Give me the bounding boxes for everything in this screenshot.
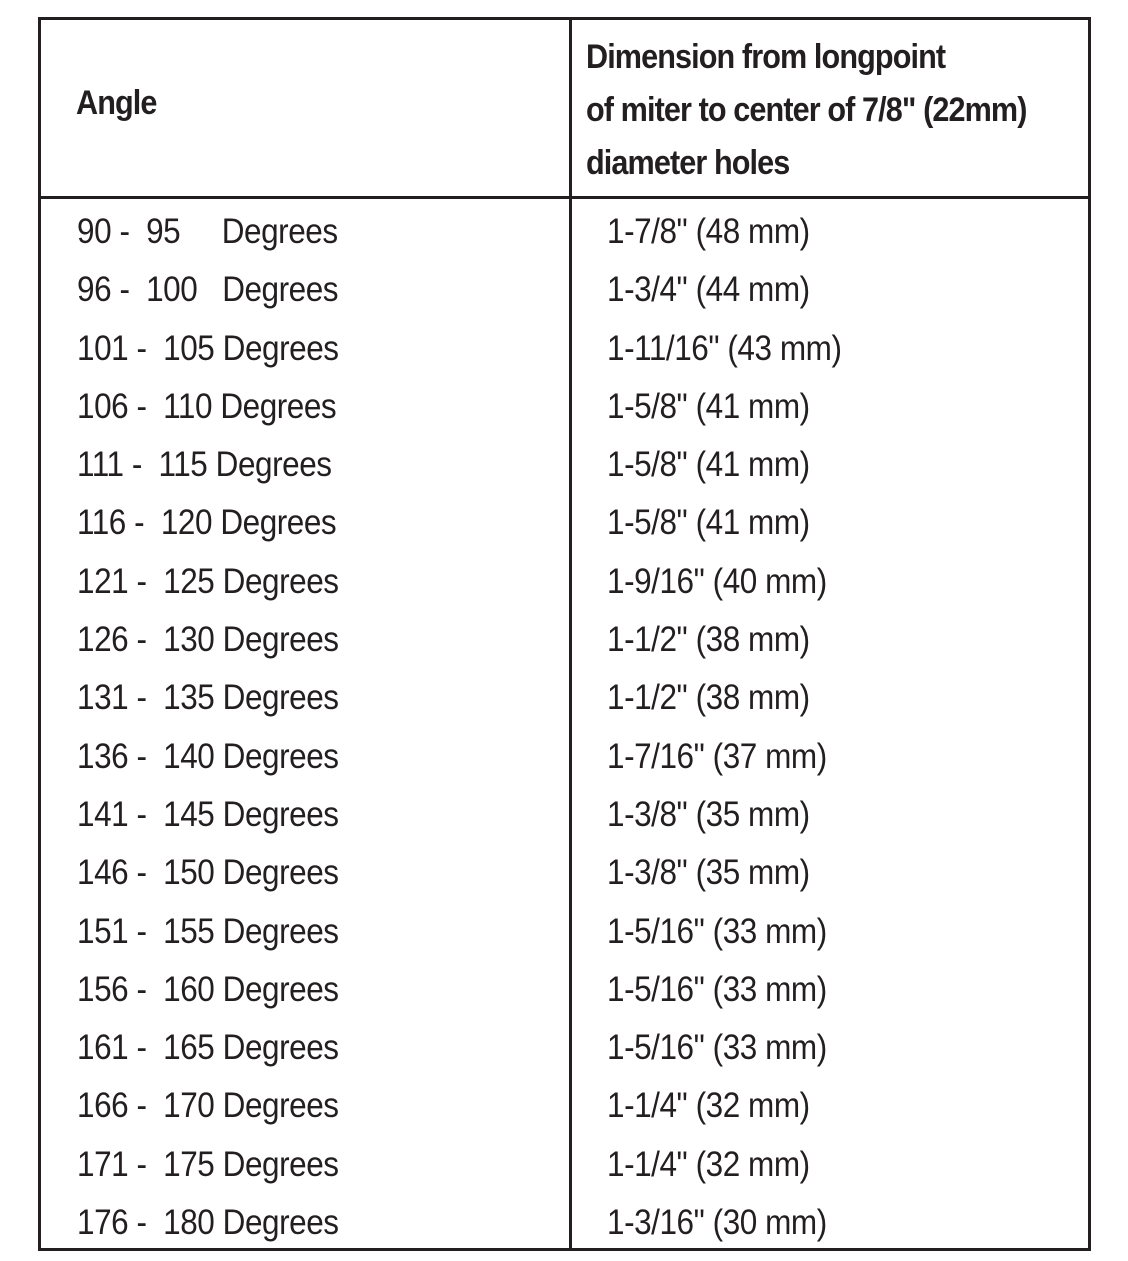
dimension-cell: 1-3/16" (30 mm) xyxy=(607,1203,827,1243)
dimension-cell: 1-5/16" (33 mm) xyxy=(607,969,827,1009)
angle-cell: 161 - 165 Degrees xyxy=(77,1028,339,1068)
table-row xyxy=(41,903,1088,961)
angle-cell: 116 - 120 Degrees xyxy=(77,503,337,543)
table-row xyxy=(41,494,1088,552)
table-row xyxy=(41,261,1088,319)
header-angle: Angle xyxy=(76,84,157,122)
angle-cell: 151 - 155 Degrees xyxy=(77,911,339,951)
table-row xyxy=(41,669,1088,727)
table-row xyxy=(41,844,1088,902)
angle-cell: 176 - 180 Degrees xyxy=(77,1203,339,1243)
table-row xyxy=(41,378,1088,436)
table-row xyxy=(41,553,1088,611)
angle-cell: 141 - 145 Degrees xyxy=(77,794,339,834)
table-body xyxy=(41,203,1088,1252)
header-divider xyxy=(41,196,1088,199)
dimension-cell: 1-5/8" (41 mm) xyxy=(607,386,810,426)
table-row xyxy=(41,1194,1088,1252)
header-dimension-line: diameter holes xyxy=(586,144,790,182)
dimension-cell: 1-1/2" (38 mm) xyxy=(607,620,810,660)
angle-cell: 106 - 110 Degrees xyxy=(77,386,337,426)
table-row xyxy=(41,728,1088,786)
angle-cell: 126 - 130 Degrees xyxy=(77,620,339,660)
angle-cell: 101 - 105 Degrees xyxy=(77,328,339,368)
table-row xyxy=(41,1077,1088,1135)
dimension-cell: 1-9/16" (40 mm) xyxy=(607,561,827,601)
angle-cell: 131 - 135 Degrees xyxy=(77,678,339,718)
table-row xyxy=(41,203,1088,261)
dimension-cell: 1-11/16" (43 mm) xyxy=(607,328,842,368)
dimension-cell: 1-3/8" (35 mm) xyxy=(607,794,810,834)
header-dimension-line: Dimension from longpoint xyxy=(586,38,946,76)
table-row xyxy=(41,320,1088,378)
header-dimension xyxy=(586,31,1027,190)
angle-cell: 121 - 125 Degrees xyxy=(77,561,339,601)
angle-cell: 136 - 140 Degrees xyxy=(77,736,339,776)
dimension-cell: 1-7/8" (48 mm) xyxy=(607,212,810,251)
table-row xyxy=(41,611,1088,669)
table-row xyxy=(41,961,1088,1019)
dimension-cell: 1-5/16" (33 mm) xyxy=(607,911,827,951)
angle-cell: 111 - 115 Degrees xyxy=(77,445,332,485)
dimension-cell: 1-5/8" (41 mm) xyxy=(607,503,810,543)
angle-cell: 96 - 100 Degrees xyxy=(77,270,339,310)
header-dimension-line: of miter to center of 7/8" (22mm) xyxy=(586,91,1027,129)
table-row xyxy=(41,786,1088,844)
angle-cell: 146 - 150 Degrees xyxy=(77,853,339,893)
dimension-cell: 1-1/4" (32 mm) xyxy=(607,1086,810,1126)
dimension-cell: 1-1/2" (38 mm) xyxy=(607,678,810,718)
table-row xyxy=(41,436,1088,494)
table-row xyxy=(41,1136,1088,1194)
dimension-cell: 1-3/8" (35 mm) xyxy=(607,853,810,893)
angle-dimension-table xyxy=(38,17,1091,1251)
angle-cell: 156 - 160 Degrees xyxy=(77,969,339,1009)
angle-cell: 166 - 170 Degrees xyxy=(77,1086,339,1126)
dimension-cell: 1-5/8" (41 mm) xyxy=(607,445,810,485)
table-row xyxy=(41,1019,1088,1077)
dimension-cell: 1-7/16" (37 mm) xyxy=(607,736,827,776)
dimension-cell: 1-5/16" (33 mm) xyxy=(607,1028,827,1068)
angle-cell: 90 - 95 Degrees xyxy=(77,212,338,251)
dimension-cell: 1-3/4" (44 mm) xyxy=(607,270,810,310)
dimension-cell: 1-1/4" (32 mm) xyxy=(607,1144,810,1184)
angle-cell: 171 - 175 Degrees xyxy=(77,1144,339,1184)
